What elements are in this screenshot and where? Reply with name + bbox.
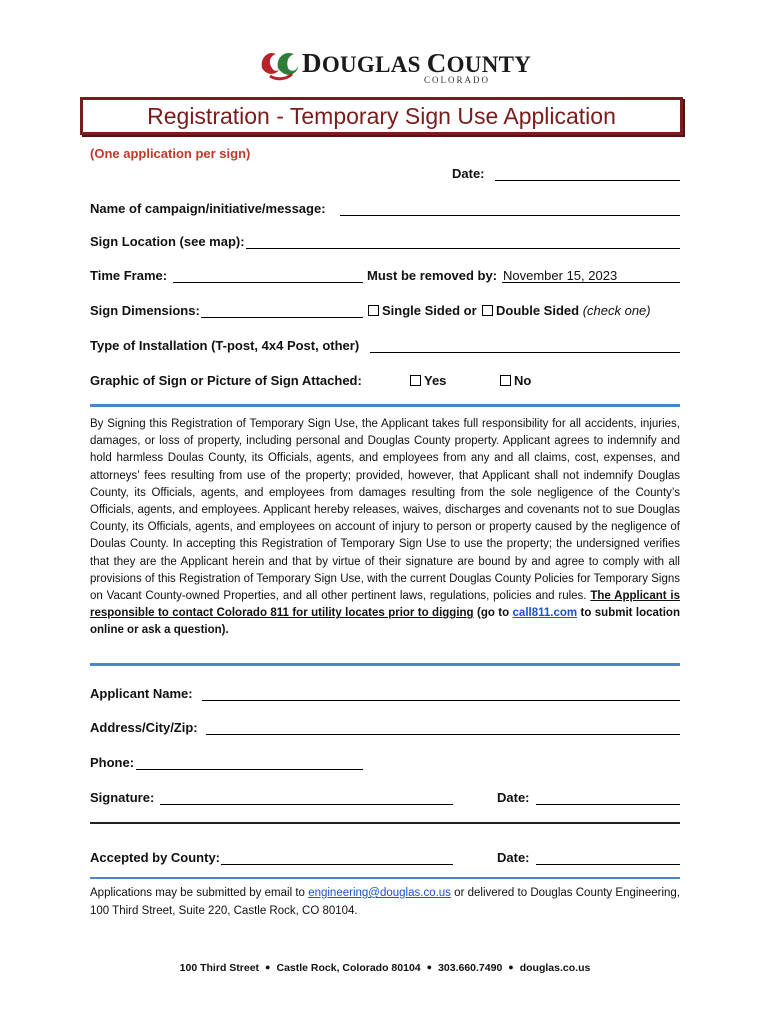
accepted-date-label: Date: <box>497 850 530 865</box>
graphic-no-option[interactable] <box>500 373 531 388</box>
bullet-icon: ● <box>508 962 514 972</box>
accepted-date-field[interactable] <box>536 864 680 865</box>
graphic-yes-label: Yes <box>424 373 447 388</box>
removed-by-field[interactable] <box>502 282 680 283</box>
bullet-icon: ● <box>265 962 271 972</box>
signature-field[interactable] <box>160 804 453 805</box>
county-logo-title: DOUGLAS COUNTY <box>302 48 532 78</box>
call811-link[interactable]: call811.com <box>512 607 578 620</box>
graphic-attached-label: Graphic of Sign or Picture of Sign Attached: <box>90 373 362 388</box>
removed-by-label: Must be removed by: <box>367 268 498 283</box>
liability-paragraph <box>90 416 680 640</box>
sign-location-field[interactable] <box>246 248 680 249</box>
footer-city: Castle Rock, Colorado 80104 <box>276 962 421 974</box>
section-divider-bottom <box>90 663 680 666</box>
section-divider-top <box>90 404 680 407</box>
sign-dimensions-label: Sign Dimensions: <box>90 303 200 318</box>
county-section-divider <box>90 822 680 824</box>
signature-date-label: Date: <box>497 790 530 805</box>
signature-date-field[interactable] <box>536 804 680 805</box>
phone-label: Phone: <box>90 755 135 770</box>
graphic-no-label: No <box>514 373 532 388</box>
removed-by-value: November 15, 2023 <box>503 268 618 283</box>
signature-label: Signature: <box>90 790 155 805</box>
submission-post: or delivered to Douglas County Engineering, 100 Third Street, Suite 220, Castle Rock, CO 80104. <box>90 887 680 917</box>
double-sided-label: Double Sided <box>496 303 580 318</box>
sign-dimensions-field[interactable] <box>201 317 363 318</box>
engineering-email-link[interactable]: engineering@douglas.co.us <box>308 887 451 899</box>
liability-text: By Signing this Registration of Temporary Sign Use, the Applicant takes full responsibility for all accidents, injuries, damages, or loss of property, including personal and Douglas County property. Applicant agrees to indemnify and hold harmless Doulas County, its Officials, agents, and employees from any and all claims, cost, expenses, and attorneys’ fees resulting from use of the property; provided, however, that Applicant shall not indemnify Douglas County, its Officials, agents, and employees from damages resulting from the sole negligence of the County’s Officials, agents, and employees. Applicant hereby releases, waives, discharges and covenants not to sue Douglas County, its Officials, agents, and employees on account of injury to person or property caused by the negligence of Doulas County. In accepting this Registration of Temporary Sign Use to use the property; the undersigned verifies that they are the Applicant herein and that by virtue of their signature are bound by and agree to comply with all provisions of this Registration of Temporary Sign Use, with the current Douglas County Policies for Temporary Signs on Vacant County-owned Properties, and all other pertinent laws, regulations, policies and rules. <box>90 418 680 603</box>
graphic-yes-checkbox[interactable] <box>410 375 421 386</box>
footer-phone: 303.660.7490 <box>438 962 503 974</box>
time-frame-field[interactable] <box>173 282 363 283</box>
title-box <box>80 97 683 135</box>
one-per-sign-note: (One application per sign) <box>90 146 251 161</box>
installation-label: Type of Installation (T-post, 4x4 Post, other) <box>90 338 360 353</box>
graphic-no-checkbox[interactable] <box>500 375 511 386</box>
applicant-name-field[interactable] <box>202 700 680 701</box>
sign-location-label: Sign Location (see map): <box>90 234 245 249</box>
phone-field[interactable] <box>136 769 363 770</box>
campaign-field[interactable] <box>340 215 680 216</box>
double-sided-checkbox[interactable] <box>482 305 493 316</box>
applicant-name-label: Applicant Name: <box>90 686 193 701</box>
submission-divider <box>90 877 680 879</box>
single-sided-option[interactable] <box>368 303 477 318</box>
county-logo <box>258 46 532 86</box>
county-logo-icon <box>258 46 302 82</box>
installation-field[interactable] <box>370 352 680 353</box>
submission-instructions <box>90 885 680 920</box>
submission-pre: Applications may be submitted by email to <box>90 887 305 899</box>
check-one-hint: (check one) <box>582 303 651 318</box>
accepted-by-county-label: Accepted by County: <box>90 850 221 865</box>
footer <box>0 962 770 974</box>
page-title: Registration - Temporary Sign Use Application <box>147 102 616 129</box>
address-label: Address/City/Zip: <box>90 720 198 735</box>
bullet-icon: ● <box>426 962 433 972</box>
date-field[interactable] <box>495 180 680 181</box>
single-sided-label: Single Sided or <box>382 303 477 318</box>
footer-web: douglas.co.us <box>519 962 591 974</box>
county-logo-subtitle: COLORADO <box>424 75 491 85</box>
single-sided-checkbox[interactable] <box>368 305 379 316</box>
go-to-text: (go to <box>476 607 510 620</box>
submit-location-text: to submit location online or ask a question). <box>90 607 680 637</box>
graphic-yes-option[interactable] <box>410 373 446 388</box>
date-label: Date: <box>452 166 485 181</box>
double-sided-option[interactable] <box>482 303 651 318</box>
time-frame-label: Time Frame: <box>90 268 168 283</box>
campaign-label: Name of campaign/initiative/message: <box>90 201 326 216</box>
colorado-811-notice: The Applicant is responsible to contact Colorado 811 for utility locates prior to digging <box>90 590 680 620</box>
address-field[interactable] <box>206 734 680 735</box>
footer-street: 100 Third Street <box>179 962 260 974</box>
accepted-by-county-field[interactable] <box>221 864 453 865</box>
